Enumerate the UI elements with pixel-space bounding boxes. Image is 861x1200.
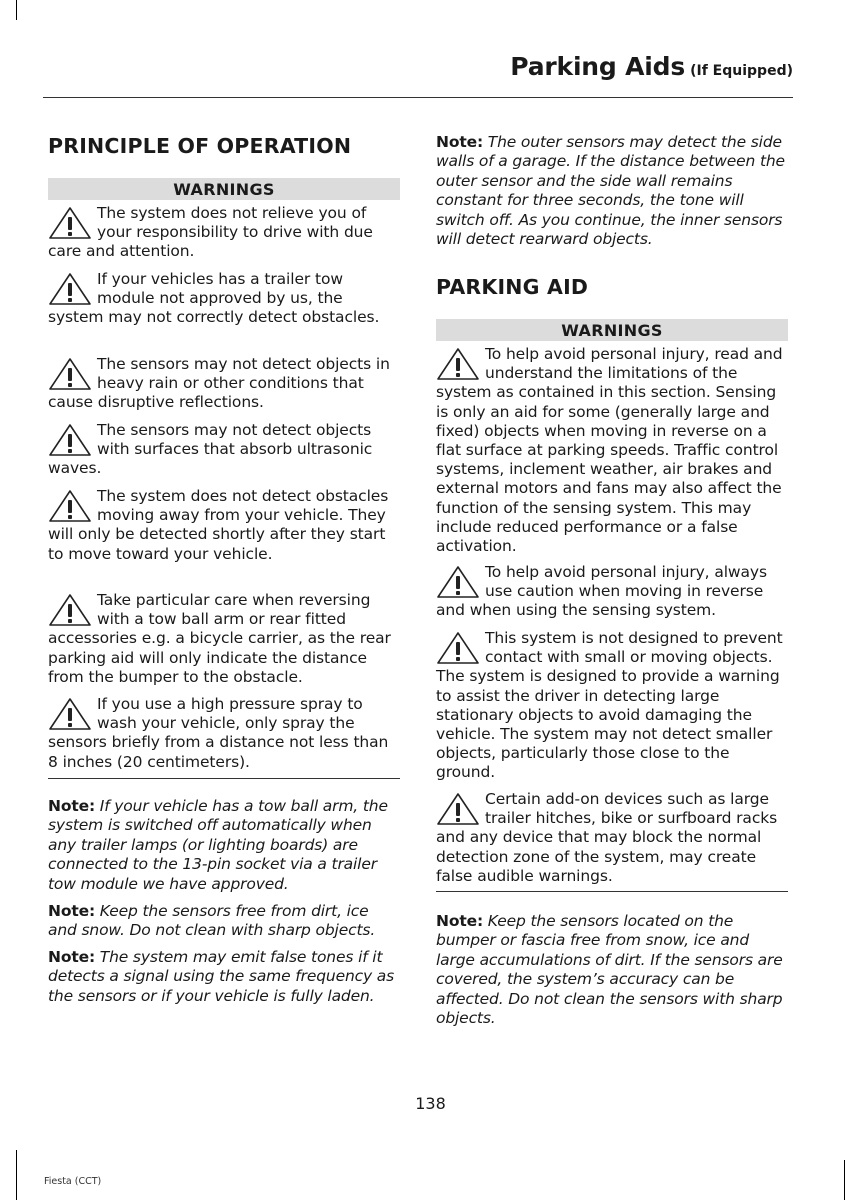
warning-text: This system is not designed to prevent contact with small or moving objects. The system is designed to provide a warning to assist the driver in detecting large stationary objects to avoid damaging the vehicle. The system may not detect smaller objects, particularly those close to the ground. (436, 629, 783, 782)
warning-text: The system does not detect obstacles moving away from your vehicle. They will only be detected shortly after they start to move toward your vehicle. (48, 487, 389, 563)
warning-text: The system does not relieve you of your responsibility to drive with due care and attention. (48, 204, 373, 261)
warning-triangle-icon (436, 563, 482, 601)
note-label: Note: (436, 912, 483, 930)
warning-item (48, 695, 400, 772)
page-header (68, 52, 861, 92)
note-paragraph (436, 133, 788, 249)
crop-mark-top-left (16, 0, 17, 20)
crop-mark-bottom-right (844, 1160, 845, 1200)
page-subtitle: (If Equipped) (690, 63, 793, 79)
warning-item (48, 270, 400, 328)
warning-text: The sensors may not detect objects with surfaces that absorb ultrasonic waves. (48, 421, 373, 478)
warning-text: Take particular care when reversing with a tow ball arm or rear fitted accessories e.g. a bicycle carrier, as the rear parking aid will only indicate the distance from the bumper to the obstacle. (48, 591, 391, 686)
warning-item (436, 563, 788, 621)
note-paragraph (48, 948, 400, 1006)
warning-triangle-icon (48, 591, 94, 629)
footer-model: Fiesta (CCT) (44, 1176, 102, 1187)
warning-item (48, 204, 400, 262)
note-text: If your vehicle has a tow ball arm, the system is switched off automatically when any trailer lamps (or lighting boards) are connected to the 13-pin socket via a trailer tow module we have approved. (48, 797, 388, 893)
note-text: The system may emit false tones if it detects a signal using the same frequency as the sensors or if your vehicle is fully laden. (48, 948, 395, 1005)
warning-triangle-icon (436, 345, 482, 383)
warning-triangle-icon (48, 487, 94, 525)
page-number: 138 (415, 1094, 446, 1113)
warning-item (48, 591, 400, 687)
warning-item (436, 345, 788, 556)
note-paragraph (48, 797, 400, 894)
warning-triangle-icon (436, 629, 482, 667)
crop-mark-bottom-left (16, 1150, 17, 1200)
note-label: Note: (48, 902, 95, 920)
note-text: Keep the sensors free from dirt, ice and snow. Do not clean with sharp objects. (48, 902, 376, 940)
warning-text: Certain add-on devices such as large trailer hitches, bike or surfboard racks and any device that may block the normal detection zone of the system, may create false audible warnings. (436, 790, 778, 885)
warning-item (436, 790, 788, 886)
warning-text: To help avoid personal injury, read and understand the limitations of the system as contained in this section. Sensing is only an aid for some (generally large and fixed) objects when moving in reverse on a flat surface at parking speeds. Traffic control systems, inclement weather, air brakes and external motors and fans may also affect the function of the sensing system. This may include reduced performance or a false activation. (436, 345, 783, 556)
warning-triangle-icon (436, 790, 482, 828)
warnings-end-divider (436, 891, 788, 892)
note-paragraph (436, 912, 788, 1028)
note-label: Note: (436, 133, 483, 151)
note-paragraph (48, 902, 400, 941)
warning-item (48, 355, 400, 413)
warning-text: If you use a high pressure spray to wash your vehicle, only spray the sensors briefly from a distance not less than 8 inches (20 centimeters). (48, 695, 389, 771)
section-heading-principle: PRINCIPLE OF OPERATION (48, 134, 352, 158)
warning-item (48, 487, 400, 564)
section-heading-parking-aid: PARKING AID (436, 275, 589, 299)
warnings-header: WARNINGS (48, 178, 400, 200)
warnings-header: WARNINGS (436, 319, 788, 341)
warning-triangle-icon (48, 204, 94, 242)
warning-triangle-icon (48, 695, 94, 733)
note-label: Note: (48, 948, 95, 966)
warning-triangle-icon (48, 355, 94, 393)
warning-triangle-icon (48, 421, 94, 459)
warnings-end-divider (48, 778, 400, 779)
header-divider (43, 97, 793, 98)
note-label: Note: (48, 797, 95, 815)
note-text: Keep the sensors located on the bumper or fascia free from snow, ice and large accumulations of dirt. If the sensors are covered, the system’s accuracy can be affected. Do not clean the sensors with sharp objects. (436, 912, 783, 1028)
warning-text: If your vehicles has a trailer tow module not approved by us, the system may not correctly detect obstacles. (48, 270, 380, 327)
warning-text: To help avoid personal injury, always use caution when moving in reverse and when using the sensing system. (436, 563, 767, 620)
warning-item (48, 421, 400, 479)
warning-item (436, 629, 788, 783)
warning-triangle-icon (48, 270, 94, 308)
note-text: The outer sensors may detect the side walls of a garage. If the distance between the outer sensor and the side wall remains constant for three seconds, the tone will switch off. As you continue, the inner sensors will detect rearward objects. (436, 133, 785, 249)
page-title: Parking Aids (510, 52, 686, 81)
warning-text: The sensors may not detect objects in heavy rain or other conditions that cause disruptive reflections. (48, 355, 390, 412)
